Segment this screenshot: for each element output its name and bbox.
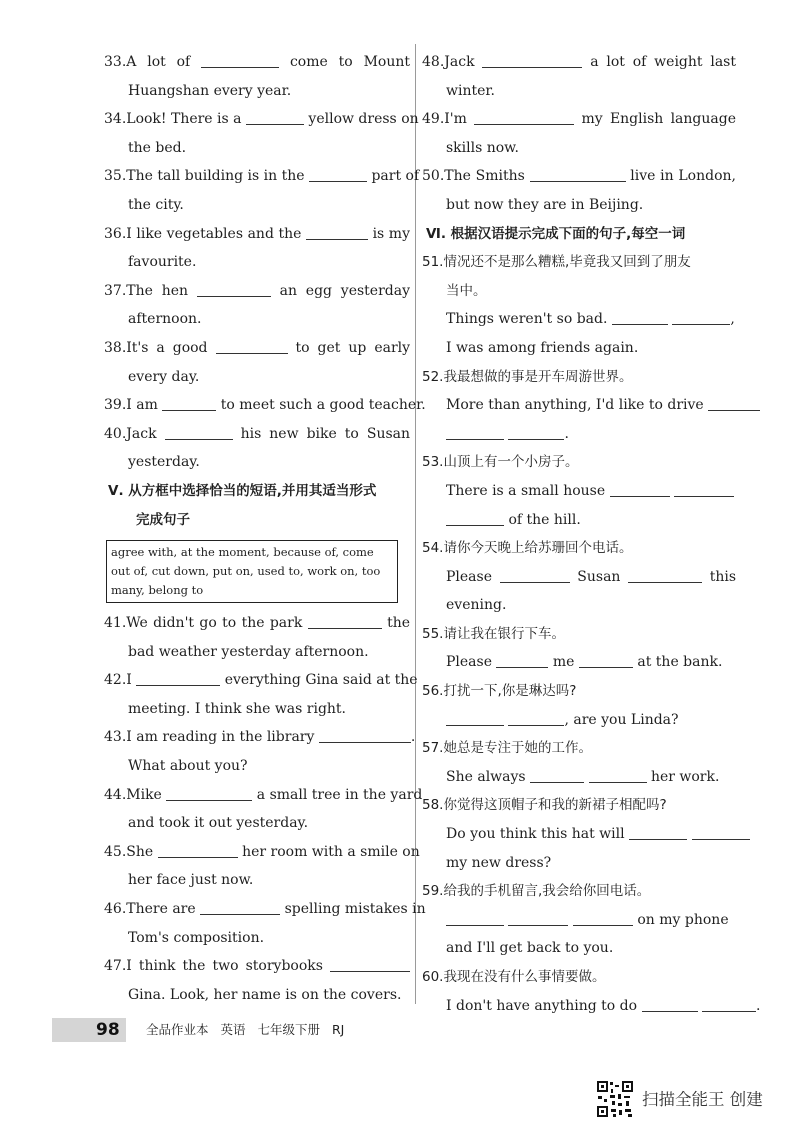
edition: RJ (332, 1022, 345, 1037)
answer-blank[interactable] (319, 728, 411, 743)
question-50-line1: 50.The Smiths live in London, (422, 168, 736, 185)
question-56-prompt: 56.打扰一下,你是琳达吗? (422, 683, 577, 700)
answer-blank[interactable] (496, 653, 548, 668)
question-44-line2: and took it out yesterday. (128, 815, 309, 832)
answer-blank[interactable] (508, 911, 568, 926)
answer-blank[interactable] (508, 425, 564, 440)
answer-blank[interactable] (446, 911, 504, 926)
question-54-line2: evening. (446, 597, 507, 614)
answer-blank[interactable] (136, 671, 220, 686)
answer-blank[interactable] (610, 482, 670, 497)
answer-blank[interactable] (674, 482, 734, 497)
question-48-line2: winter. (446, 82, 495, 99)
page-footer (52, 1012, 752, 1046)
question-52-line1: More than anything, I'd like to drive (422, 391, 736, 420)
watermark-text: 扫描全能王 创建 (642, 1090, 763, 1109)
answer-blank[interactable] (530, 768, 584, 783)
phrase-box: agree with, at the moment, because of, come out of, cut down, put on, used to, work on, too many, belong to (106, 540, 398, 603)
question-37-line1: 37.The hen an egg yesterday (104, 282, 410, 299)
answer-blank[interactable] (197, 282, 271, 297)
question-34-line2: the bed. (128, 139, 187, 156)
answer-blank[interactable] (612, 310, 668, 325)
answer-blank[interactable] (165, 425, 233, 440)
question-55-prompt: 55.请让我在银行下车。 (422, 625, 565, 642)
question-41-line2: bad weather yesterday afternoon. (128, 643, 369, 660)
question-58-prompt: 58.你觉得这顶帽子和我的新裙子相配吗? (422, 797, 667, 814)
answer-blank[interactable] (216, 339, 288, 354)
answer-blank[interactable] (162, 396, 216, 411)
question-46-line2: Tom's composition. (128, 929, 265, 946)
section-5-heading-cont: 完成句子 (136, 511, 190, 528)
question-52-line2: . (422, 420, 736, 449)
question-33-line1: 33.A lot of come to Mount (104, 54, 410, 70)
question-55-line1: Please me at the bank. (446, 654, 723, 671)
page-number: 98 (96, 1020, 120, 1040)
answer-blank[interactable] (702, 997, 756, 1012)
question-53-line2: of the hill. (422, 506, 736, 535)
answer-blank[interactable] (166, 786, 252, 801)
question-34-line1: 34.Look! There is a yellow dress on (104, 111, 419, 128)
question-36-line1: 36.I like vegetables and the is my (104, 225, 410, 242)
qr-code-icon (596, 1080, 634, 1118)
question-58-line1: Do you think this hat will (422, 820, 736, 849)
column-divider (415, 44, 416, 1004)
question-45-line1: 45.She her room with a smile on (104, 843, 420, 860)
question-35-line2: the city. (128, 196, 184, 213)
answer-blank[interactable] (446, 511, 504, 526)
answer-blank[interactable] (573, 911, 633, 926)
answer-blank[interactable] (200, 900, 280, 915)
question-38-line2: every day. (128, 368, 200, 385)
question-47-line2: Gina. Look, her name is on the covers. (128, 986, 402, 1003)
question-37-line2: afternoon. (128, 311, 202, 328)
answer-blank[interactable] (309, 167, 367, 182)
question-60-line1: I don't have anything to do . (446, 997, 761, 1014)
answer-blank[interactable] (500, 568, 570, 583)
question-43-line1: 43.I am reading in the library . (104, 729, 416, 746)
right-column (422, 48, 761, 1020)
question-46-line1: 46.There are spelling mistakes in (104, 901, 426, 918)
grade: 七年级下册 (257, 1022, 321, 1037)
answer-blank[interactable] (628, 568, 702, 583)
subject: 英语 (220, 1022, 246, 1037)
answer-blank[interactable] (446, 711, 504, 726)
question-41-line1: 41.We didn't go to the park the (104, 615, 410, 632)
question-49-line1: 49.I'm my English language (422, 111, 736, 128)
question-42-line1: 42.I everything Gina said at the (104, 672, 418, 689)
answer-blank[interactable] (530, 167, 626, 182)
answer-blank[interactable] (642, 997, 698, 1012)
question-52-prompt: 52.我最想做的事是开车周游世界。 (422, 368, 633, 385)
question-57-prompt: 57.她总是专注于她的工作。 (422, 740, 592, 757)
answer-blank[interactable] (306, 225, 368, 240)
question-45-line2: her face just now. (128, 872, 254, 889)
question-51-prompt-cont: 当中。 (446, 282, 487, 299)
left-column (104, 48, 426, 1009)
section-5-heading: Ⅴ. 从方框中选择恰当的短语,并用其适当形式 (108, 482, 377, 499)
answer-blank[interactable] (246, 110, 304, 125)
question-57-line1: She always her work. (446, 768, 720, 785)
answer-blank[interactable] (330, 957, 410, 972)
question-53-line1: There is a small house (422, 477, 736, 506)
book-title: 全品作业本 (146, 1022, 209, 1037)
question-43-line2: What about you? (128, 758, 248, 775)
section-6-heading: Ⅵ. 根据汉语提示完成下面的句子,每空一词 (426, 225, 686, 242)
question-58-line2: my new dress? (446, 854, 552, 871)
question-51-line1: Things weren't so bad. , (446, 311, 735, 328)
question-36-line2: favourite. (128, 254, 197, 271)
answer-blank[interactable] (474, 110, 574, 125)
question-39-line1: 39.I am to meet such a good teacher. (104, 397, 426, 414)
answer-blank[interactable] (629, 825, 687, 840)
question-44-line1: 44.Mike a small tree in the yard (104, 786, 423, 803)
question-35-line1: 35.The tall building is in the part of (104, 168, 420, 185)
question-59-line1: on my phone (422, 906, 736, 935)
question-51-line2: I was among friends again. (446, 339, 639, 356)
question-42-line2: meeting. I think she was right. (128, 700, 347, 717)
answer-blank[interactable] (201, 53, 279, 68)
answer-blank[interactable] (589, 768, 647, 783)
question-40-line1: 40.Jack his new bike to Susan (104, 425, 411, 442)
question-59-line2: and I'll get back to you. (446, 940, 614, 957)
answer-blank[interactable] (482, 53, 582, 68)
answer-blank[interactable] (158, 843, 238, 858)
scanner-watermark (596, 1080, 786, 1120)
answer-blank[interactable] (579, 653, 633, 668)
question-49-line2: skills now. (446, 139, 519, 156)
question-38-line1: 38.It's a good to get up early (104, 339, 411, 356)
answer-blank[interactable] (508, 711, 564, 726)
answer-blank[interactable] (446, 425, 504, 440)
question-53-prompt: 53.山顶上有一个小房子。 (422, 454, 579, 471)
question-60-prompt: 60.我现在没有什么事情要做。 (422, 969, 606, 985)
question-50-line2: but now they are in Beijing. (446, 196, 644, 213)
question-48-line1: 48.Jack a lot of weight last (422, 54, 736, 70)
answer-blank[interactable] (692, 825, 750, 840)
question-59-prompt: 59.给我的手机留言,我会给你回电话。 (422, 883, 651, 900)
answer-blank[interactable] (708, 396, 760, 411)
question-51-prompt: 51.情况还不是那么糟糕,毕竟我又回到了朋友 (422, 254, 691, 271)
footer-book-info (146, 1018, 352, 1042)
question-54-line1: Please Susan this (446, 568, 737, 585)
question-54-prompt: 54.请你今天晚上给苏珊回个电话。 (422, 540, 633, 557)
question-40-line2: yesterday. (128, 454, 200, 471)
question-33-line2: Huangshan every year. (128, 82, 292, 99)
question-56-line1: , are you Linda? (422, 706, 736, 735)
answer-blank[interactable] (308, 614, 382, 629)
question-47-line1: 47.I think the two storybooks (104, 952, 410, 981)
answer-blank[interactable] (672, 310, 730, 325)
